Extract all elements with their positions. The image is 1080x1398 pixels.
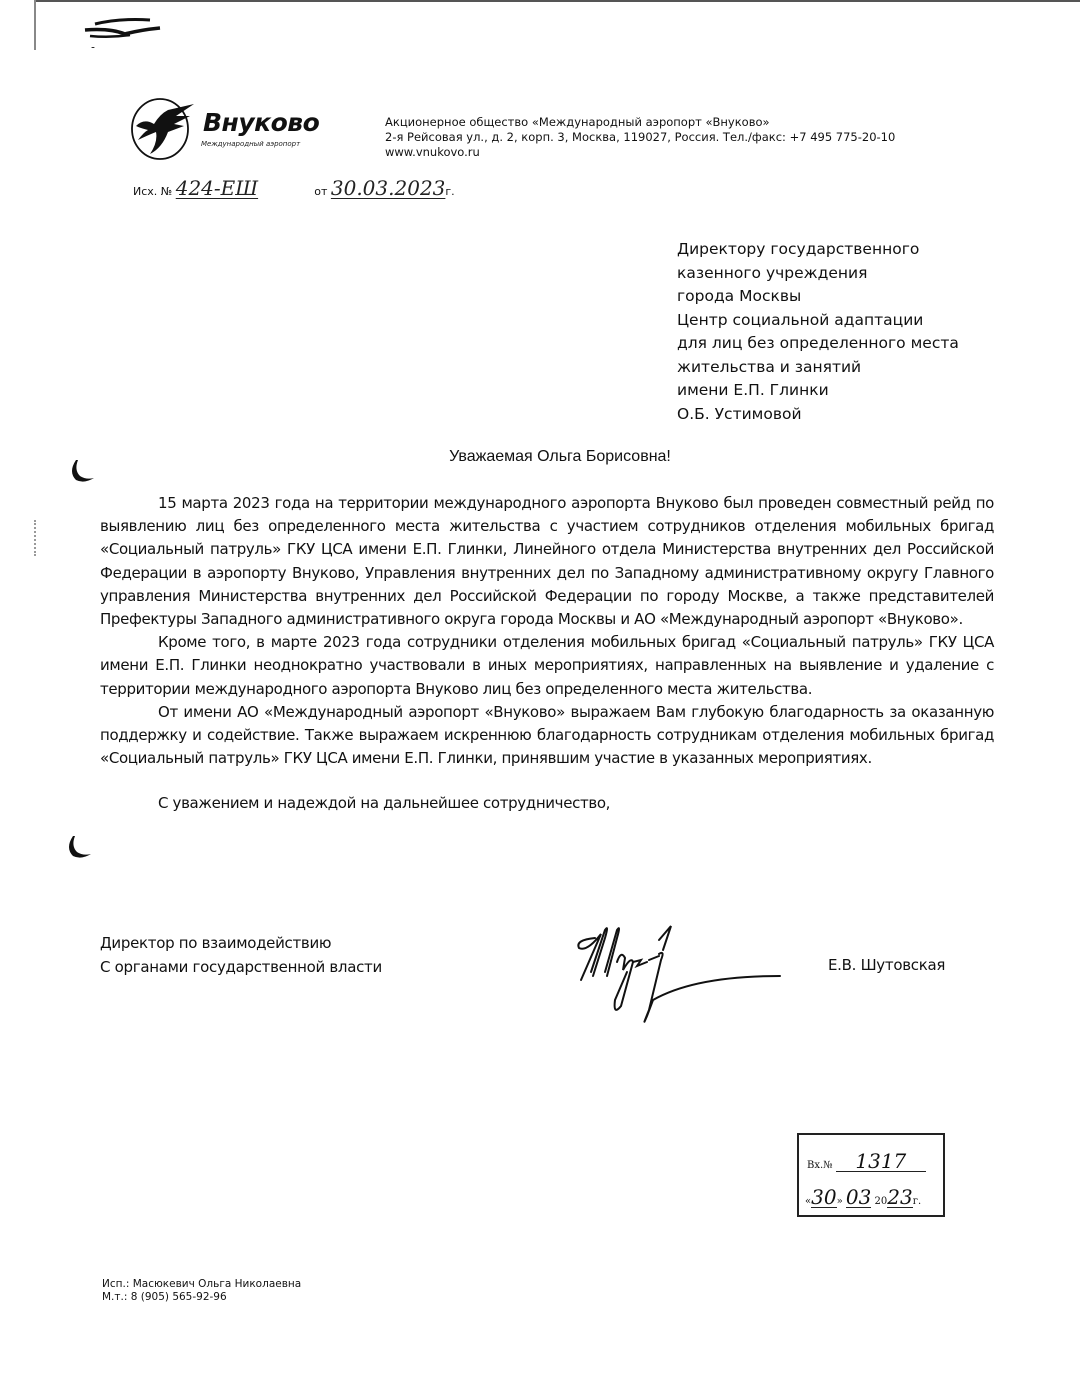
outgoing-date-suffix: г. <box>445 185 455 198</box>
company-name: Акционерное общество «Международный аэропорт «Внуково» <box>385 115 770 129</box>
scan-artifact <box>34 520 38 556</box>
incoming-registration-stamp <box>797 1133 945 1217</box>
addressee-line: жительства и занятий <box>677 357 862 376</box>
stamp-year-prefix: 20 <box>874 1196 888 1207</box>
handwritten-signature <box>565 920 835 1035</box>
letter-body <box>100 492 994 816</box>
outgoing-date-prefix: от <box>314 185 328 198</box>
executor-phone: М.т.: 8 (905) 565-92-96 <box>102 1291 227 1303</box>
closing-line: С уважением и надеждой на дальнейшее сотрудничество, <box>158 794 611 813</box>
stamp-in-label: Вх.№ <box>807 1160 833 1171</box>
company-address: 2-я Рейсовая ул., д. 2, корп. 3, Москва, 119027, Россия. Тел./факс: +7 495 775-20-10 <box>385 130 896 144</box>
company-website: www.vnukovo.ru <box>385 145 480 159</box>
addressee-line: имени Е.П. Глинки <box>677 381 829 399</box>
stamp-day-open: « <box>805 1196 812 1207</box>
bird-emblem-icon <box>136 104 194 154</box>
signatory-title-line: Директор по взаимодействию <box>100 934 332 952</box>
logo-subtitle: Международный аэропорт <box>201 140 301 148</box>
scan-border-left <box>34 0 36 50</box>
salutation: Уважаемая Ольга Борисовна! <box>449 448 671 465</box>
stamp-month: 03 <box>845 1185 872 1209</box>
outgoing-number: 424-ЕШ <box>175 176 259 200</box>
addressee-line: города Москвы <box>677 287 802 305</box>
addressee-line: Центр социальной адаптации <box>677 310 924 329</box>
addressee-line: Директору государственного <box>677 240 920 258</box>
company-details <box>385 115 895 160</box>
signatory-title <box>100 932 382 979</box>
stamp-day-close: » <box>836 1196 843 1207</box>
body-paragraph: От имени АО «Международный аэропорт «Внуково» выражаем Вам глубокую благодарность за оказанную поддержку и содействие. Также выражаем искреннюю благодарность сотрудникам отделения мобильных бригад «Социальный патруль» ГКУ ЦСА имени Е.П. Глинки, принявшим участие в указанных мероприятиях. <box>100 702 994 768</box>
addressee-line: О.Б. Устимовой <box>677 404 802 423</box>
outgoing-prefix: Исх. № <box>133 185 173 198</box>
body-paragraph: 15 марта 2023 года на территории международного аэропорта Внуково был проведен совместный рейд по выявлению лиц без определенного места жительства с участием сотрудников отделения мобильных бригад «Социальный патруль» ГКУ ЦСА имени Е.П. Глинки, Линейного отдела Министерства внутренних дел Российской Федерации в аэропорту Внуково, Управления внутренних дел по Западному административному округу Главного управления Министерства внутренних дел Российской Федерации по городу Москве, а также представителей Префектуры Западного административного округа города Москвы и АО «Международный аэропорт «Внуково». <box>100 494 994 629</box>
executor-name: Исп.: Масюкевич Ольга Николаевна <box>102 1278 302 1290</box>
outgoing-reference <box>133 176 455 200</box>
addressee-block <box>677 238 959 426</box>
addressee-line: для лиц без определенного места <box>677 334 959 352</box>
stamp-number-row <box>807 1151 926 1172</box>
executor-info <box>102 1278 301 1304</box>
logo-wordmark: Внуково <box>203 108 320 137</box>
punch-hole-mark <box>63 832 97 862</box>
signatory-title-line: С органами государственной власти <box>100 957 382 976</box>
stamp-date-row <box>805 1187 921 1208</box>
scan-border-top <box>34 0 1080 2</box>
addressee-line: казенного учреждения <box>677 263 868 282</box>
signatory-name: Е.В. Шутовская <box>828 956 946 974</box>
handwritten-scribble-mark <box>80 8 170 48</box>
stamp-year-suffix: г. <box>912 1196 922 1207</box>
outgoing-date: 30.03.2023 <box>330 176 446 200</box>
stamp-day: 30 <box>811 1185 837 1209</box>
stamp-year: 23 <box>887 1185 913 1209</box>
body-paragraph: Кроме того, в марте 2023 года сотрудники отделения мобильных бригад «Социальный патруль» ГКУ ЦСА имени Е.П. Глинки неоднократно участвовали в иных мероприятиях, направленных на выявление и удаление с территории международного аэропорта Внуково лиц без определенного места жительства. <box>100 633 994 698</box>
stamp-in-number: 1317 <box>836 1151 926 1172</box>
